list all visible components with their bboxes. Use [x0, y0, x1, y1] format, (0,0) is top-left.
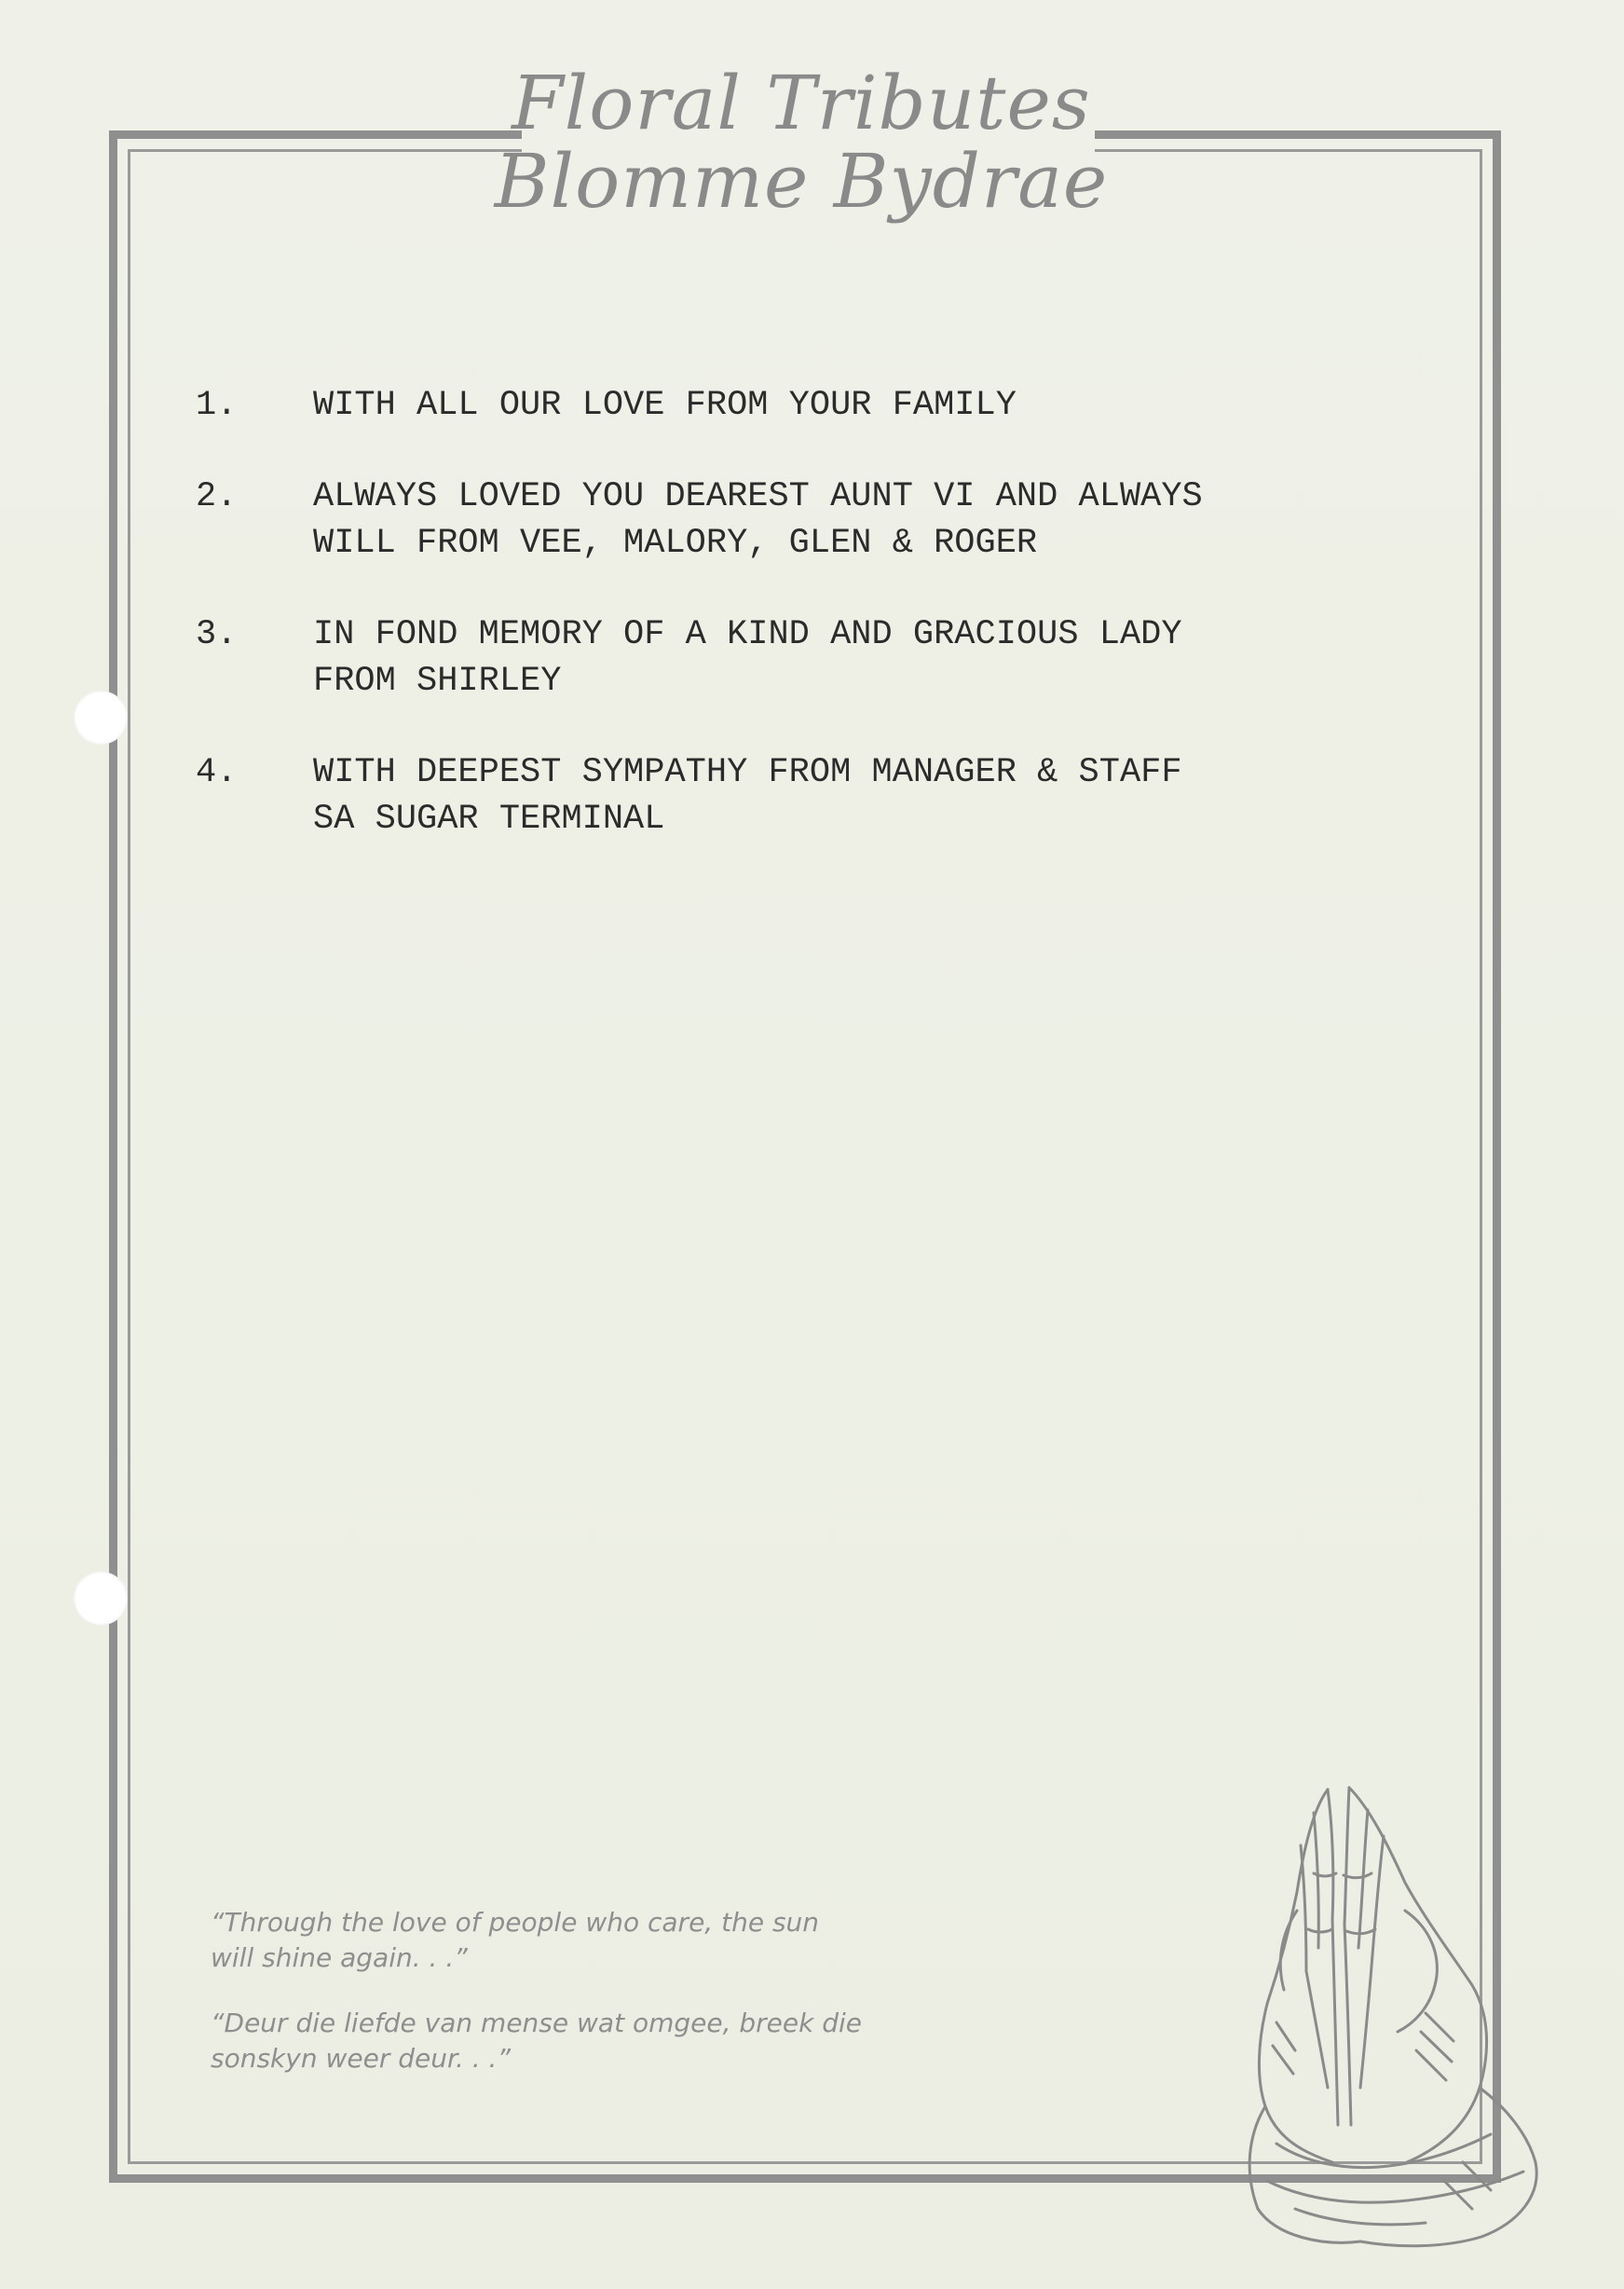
praying-hands-icon	[1239, 1771, 1556, 2255]
tribute-item	[196, 749, 1360, 843]
quote-line: sonskyn weer deur. . .”	[211, 2043, 511, 2074]
tribute-line: ALWAYS LOVED YOU DEAREST AUNT VI AND ALWAYS	[313, 477, 1203, 516]
tribute-list	[196, 382, 1360, 887]
title-afrikaans: Blomme Bydrae	[494, 137, 1109, 225]
quote-english	[211, 1905, 919, 1976]
quote-line: will shine again. . .”	[211, 1942, 468, 1973]
tribute-number: 1.	[196, 386, 238, 425]
tribute-text	[313, 611, 1360, 705]
tribute-number: 2.	[196, 477, 238, 516]
tribute-text	[313, 749, 1360, 843]
quote-line: “Through the love of people who care, the sun	[211, 1907, 820, 1938]
punch-hole	[74, 691, 128, 745]
title-english: Floral Tributes	[512, 60, 1091, 146]
tribute-line: WILL FROM VEE, MALORY, GLEN & ROGER	[313, 524, 1038, 563]
tribute-line: WITH DEEPEST SYMPATHY FROM MANAGER & STAFF	[313, 753, 1182, 792]
tribute-item	[196, 382, 1360, 429]
quote-afrikaans	[211, 2006, 919, 2077]
tribute-text	[313, 473, 1360, 567]
tribute-line: FROM SHIRLEY	[313, 662, 562, 701]
tribute-text	[313, 382, 1360, 429]
quote-line: “Deur die liefde van mense wat omgee, breek die	[211, 2008, 863, 2038]
tribute-item	[196, 611, 1360, 705]
page-title	[447, 60, 1155, 225]
tribute-line: SA SUGAR TERMINAL	[313, 800, 665, 839]
tribute-number: 3.	[196, 615, 238, 654]
punch-hole	[74, 1571, 128, 1625]
tribute-line: WITH ALL OUR LOVE FROM YOUR FAMILY	[313, 386, 1017, 425]
tribute-item	[196, 473, 1360, 567]
footer-quotes	[211, 1905, 919, 2106]
tribute-line: IN FOND MEMORY OF A KIND AND GRACIOUS LADY	[313, 615, 1182, 654]
tribute-number: 4.	[196, 753, 238, 792]
